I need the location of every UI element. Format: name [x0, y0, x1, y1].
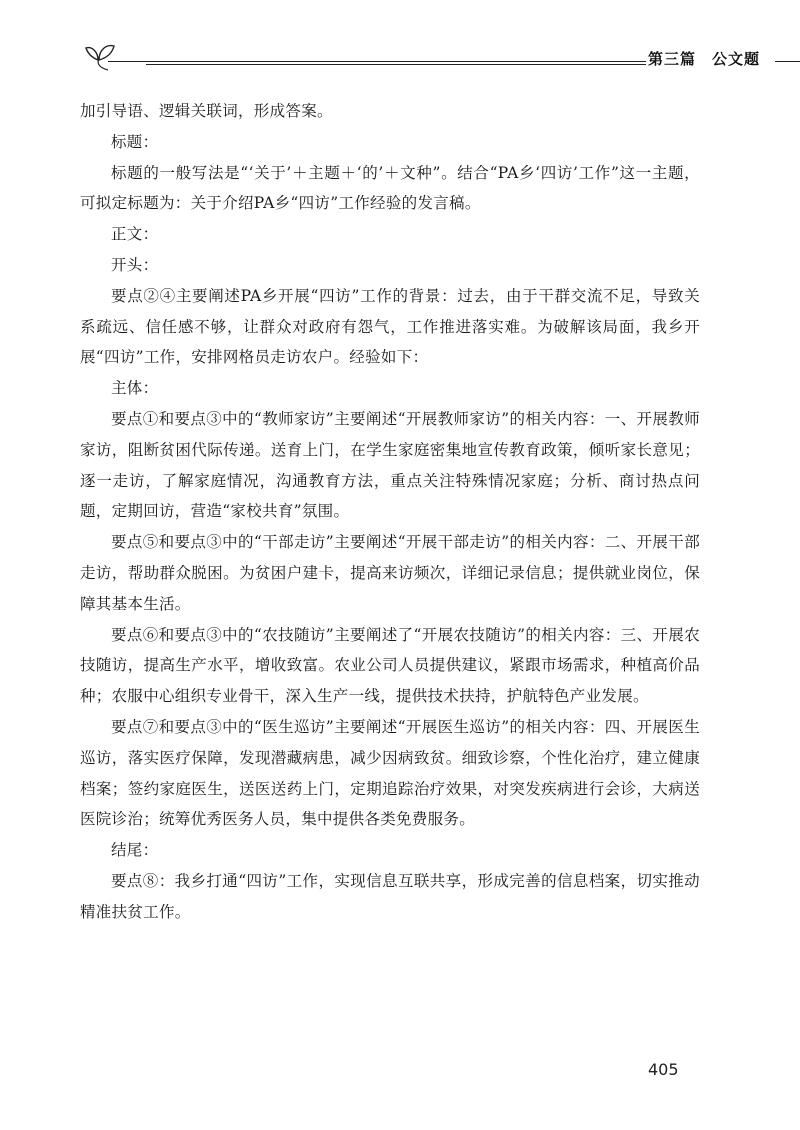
heading-opening-label: 开头：	[111, 255, 159, 274]
section-title: 第三篇 公文题	[648, 50, 761, 68]
paragraph-agri-visit: 要点⑥和要点③中的“农技随访”主要阐述了“开展农技随访”的相关内容：三、开展农技随访，提高生产水平，增收致富。农业公司人员提供建议，紧跟市场需求，种植高价品种；农服中心组织专业骨干，深入生产一线，提供技术扶持，护航特色产业发展。	[80, 625, 700, 706]
header-rule-left	[108, 61, 646, 62]
paragraph-ending: 要点⑧：我乡打通“四访”工作，实现信息互联共享，形成完善的信息档案，切实推动精准扶贫工作。	[80, 871, 700, 921]
paragraph-doctor-visit: 要点⑦和要点③中的“医生巡访”主要阐述“开展医生巡访”的相关内容：四、开展医生巡访，落实医疗保障，发现潜藏病患，减少因病致贫。细致诊察，个性化治疗，建立健康档案；签约家庭医生，送医送药上门，定期追踪治疗效果，对突发疾病进行会诊，大病送医院诊治；统筹优秀医务人员，集中提供各类免费服务。	[80, 717, 700, 829]
heading-title-label: 标题：	[111, 132, 159, 151]
paragraph-continuation: 加引导语、逻辑关联词，形成答案。	[80, 102, 333, 120]
sprout-leaf-icon	[82, 36, 122, 72]
heading-body-label: 正文：	[111, 225, 159, 244]
body-text	[80, 96, 700, 928]
page-number: 405	[648, 1060, 679, 1079]
header-rule-right	[775, 61, 800, 62]
paragraph-opening: 要点②④主要阐述PA乡开展“四访”工作的背景：过去，由于干群交流不足，导致关系疏远、信任感不够，让群众对政府有怨气，工作推进落实难。为破解该局面，我乡开展“四访”工作，安排网格员走访农户。经验如下：	[80, 286, 700, 367]
heading-main-label: 主体：	[111, 379, 159, 398]
heading-ending-label: 结尾：	[111, 841, 159, 860]
paragraph-teacher-visit: 要点①和要点③中的“教师家访”主要阐述“开展教师家访”的相关内容：一、开展教师家访，阻断贫困代际传递。送育上门，在学生家庭密集地宣传教育政策，倾听家长意见；逐一走访，了解家庭情况，沟通教育方法，重点关注特殊情况家庭；分析、商讨热点问题，定期回访，营造“家校共育”氛围。	[80, 409, 700, 521]
page-header	[80, 36, 780, 76]
paragraph-title-explanation: 标题的一般写法是“‘关于’＋主题＋‘的’＋文种”。结合“PA乡‘四访’工作”这一主题，可拟定标题为：关于介绍PA乡“四访”工作经验的发言稿。	[80, 163, 700, 213]
paragraph-cadre-visit: 要点⑤和要点③中的“干部走访”主要阐述“开展干部走访”的相关内容：二、开展干部走访，帮助群众脱困。为贫困户建卡，提高来访频次，详细记录信息；提供就业岗位，保障其基本生活。	[80, 533, 700, 613]
